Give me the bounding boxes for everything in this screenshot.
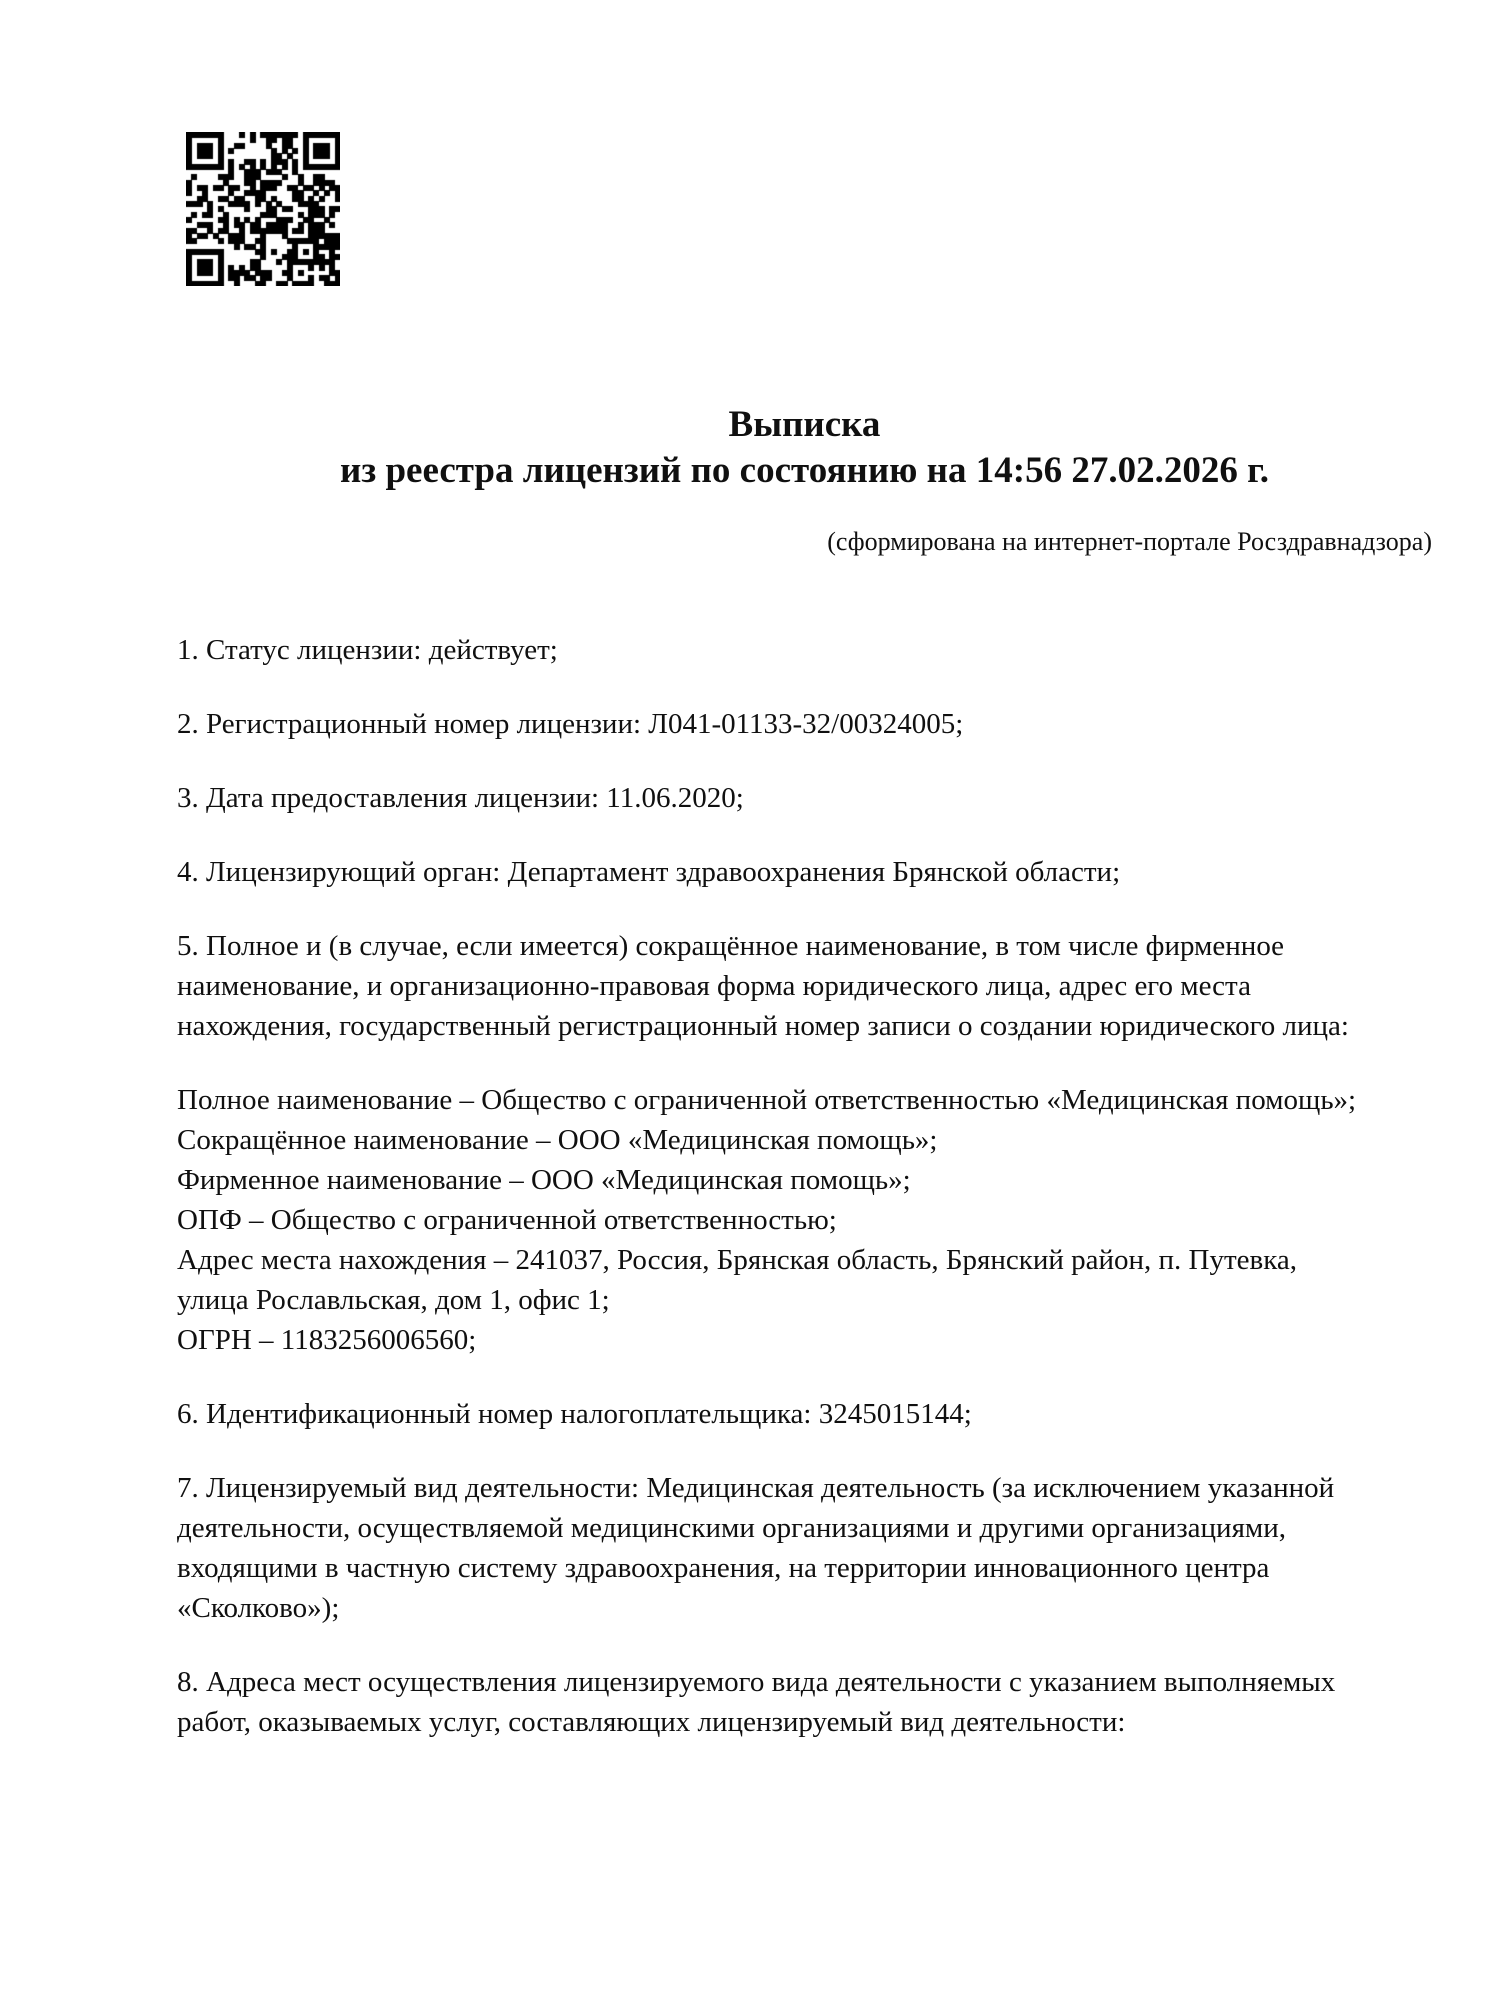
paragraph [177,1394,1432,1434]
paragraph [177,1468,1432,1628]
document-title-line1: Выписка [728,404,881,445]
paragraph-line: Полное наименование – Общество с ограниченной ответственностью «Медицинская помощь»; [177,1084,1357,1116]
paragraph-line: деятельности, осуществляемой медицинскими организациями и другими организациями, [177,1512,1287,1544]
document-title-line2: из реестра лицензий по состоянию на 14:56 27.02.2026 г. [340,450,1269,491]
paragraph-line: улица Рославльская, дом 1, офис 1; [177,1284,610,1316]
paragraph-line: 8. Адреса мест осуществления лицензируемого вида деятельности с указанием выполняемых [177,1666,1336,1698]
paragraph-line: 7. Лицензируемый вид деятельности: Медицинская деятельность (за исключением указанной [177,1472,1335,1504]
paragraph-line: наименование, и организационно-правовая форма юридического лица, адрес его места [177,970,1251,1002]
paragraph [177,926,1432,1046]
paragraph [177,1662,1432,1742]
paragraph-line: Фирменное наименование – ООО «Медицинская помощь»; [177,1164,911,1196]
paragraph-line: работ, оказываемых услуг, составляющих лицензируемый вид деятельности: [177,1706,1126,1738]
paragraph-line: 2. Регистрационный номер лицензии: Л041-01133-32/00324005; [177,708,964,740]
paragraph-line: 5. Полное и (в случае, если имеется) сокращённое наименование, в том числе фирменное [177,930,1285,962]
paragraph-line: входящими в частную систему здравоохранения, на территории инновационного центра [177,1552,1270,1584]
paragraph-line: Сокращённое наименование – ООО «Медицинская помощь»; [177,1124,938,1156]
paragraph-line: ОГРН – 1183256006560; [177,1324,477,1356]
paragraph-line: нахождения, государственный регистрационный номер записи о создании юридического лица: [177,1010,1349,1042]
paragraph-line: «Сколково»); [177,1592,340,1624]
paragraph [177,1080,1432,1360]
paragraph-line: 4. Лицензирующий орган: Департамент здравоохранения Брянской области; [177,856,1121,888]
paragraph-line: 3. Дата предоставления лицензии: 11.06.2020; [177,782,744,814]
document-body [177,630,1432,1776]
paragraph-line: 6. Идентификационный номер налогоплательщика: 3245015144; [177,1398,972,1430]
paragraph [177,630,1432,670]
paragraph [177,778,1432,818]
paragraph [177,852,1432,892]
paragraph-line: 1. Статус лицензии: действует; [177,634,558,666]
paragraph-line: ОПФ – Общество с ограниченной ответственностью; [177,1204,837,1236]
paragraph-line: Адрес места нахождения – 241037, Россия, Брянская область, Брянский район, п. Путевка, [177,1244,1297,1276]
document-subtitle: (сформирована на интернет-портале Росздравнадзора) [827,527,1432,556]
document-header [177,402,1432,559]
qr-code [186,132,340,286]
paragraph [177,704,1432,744]
